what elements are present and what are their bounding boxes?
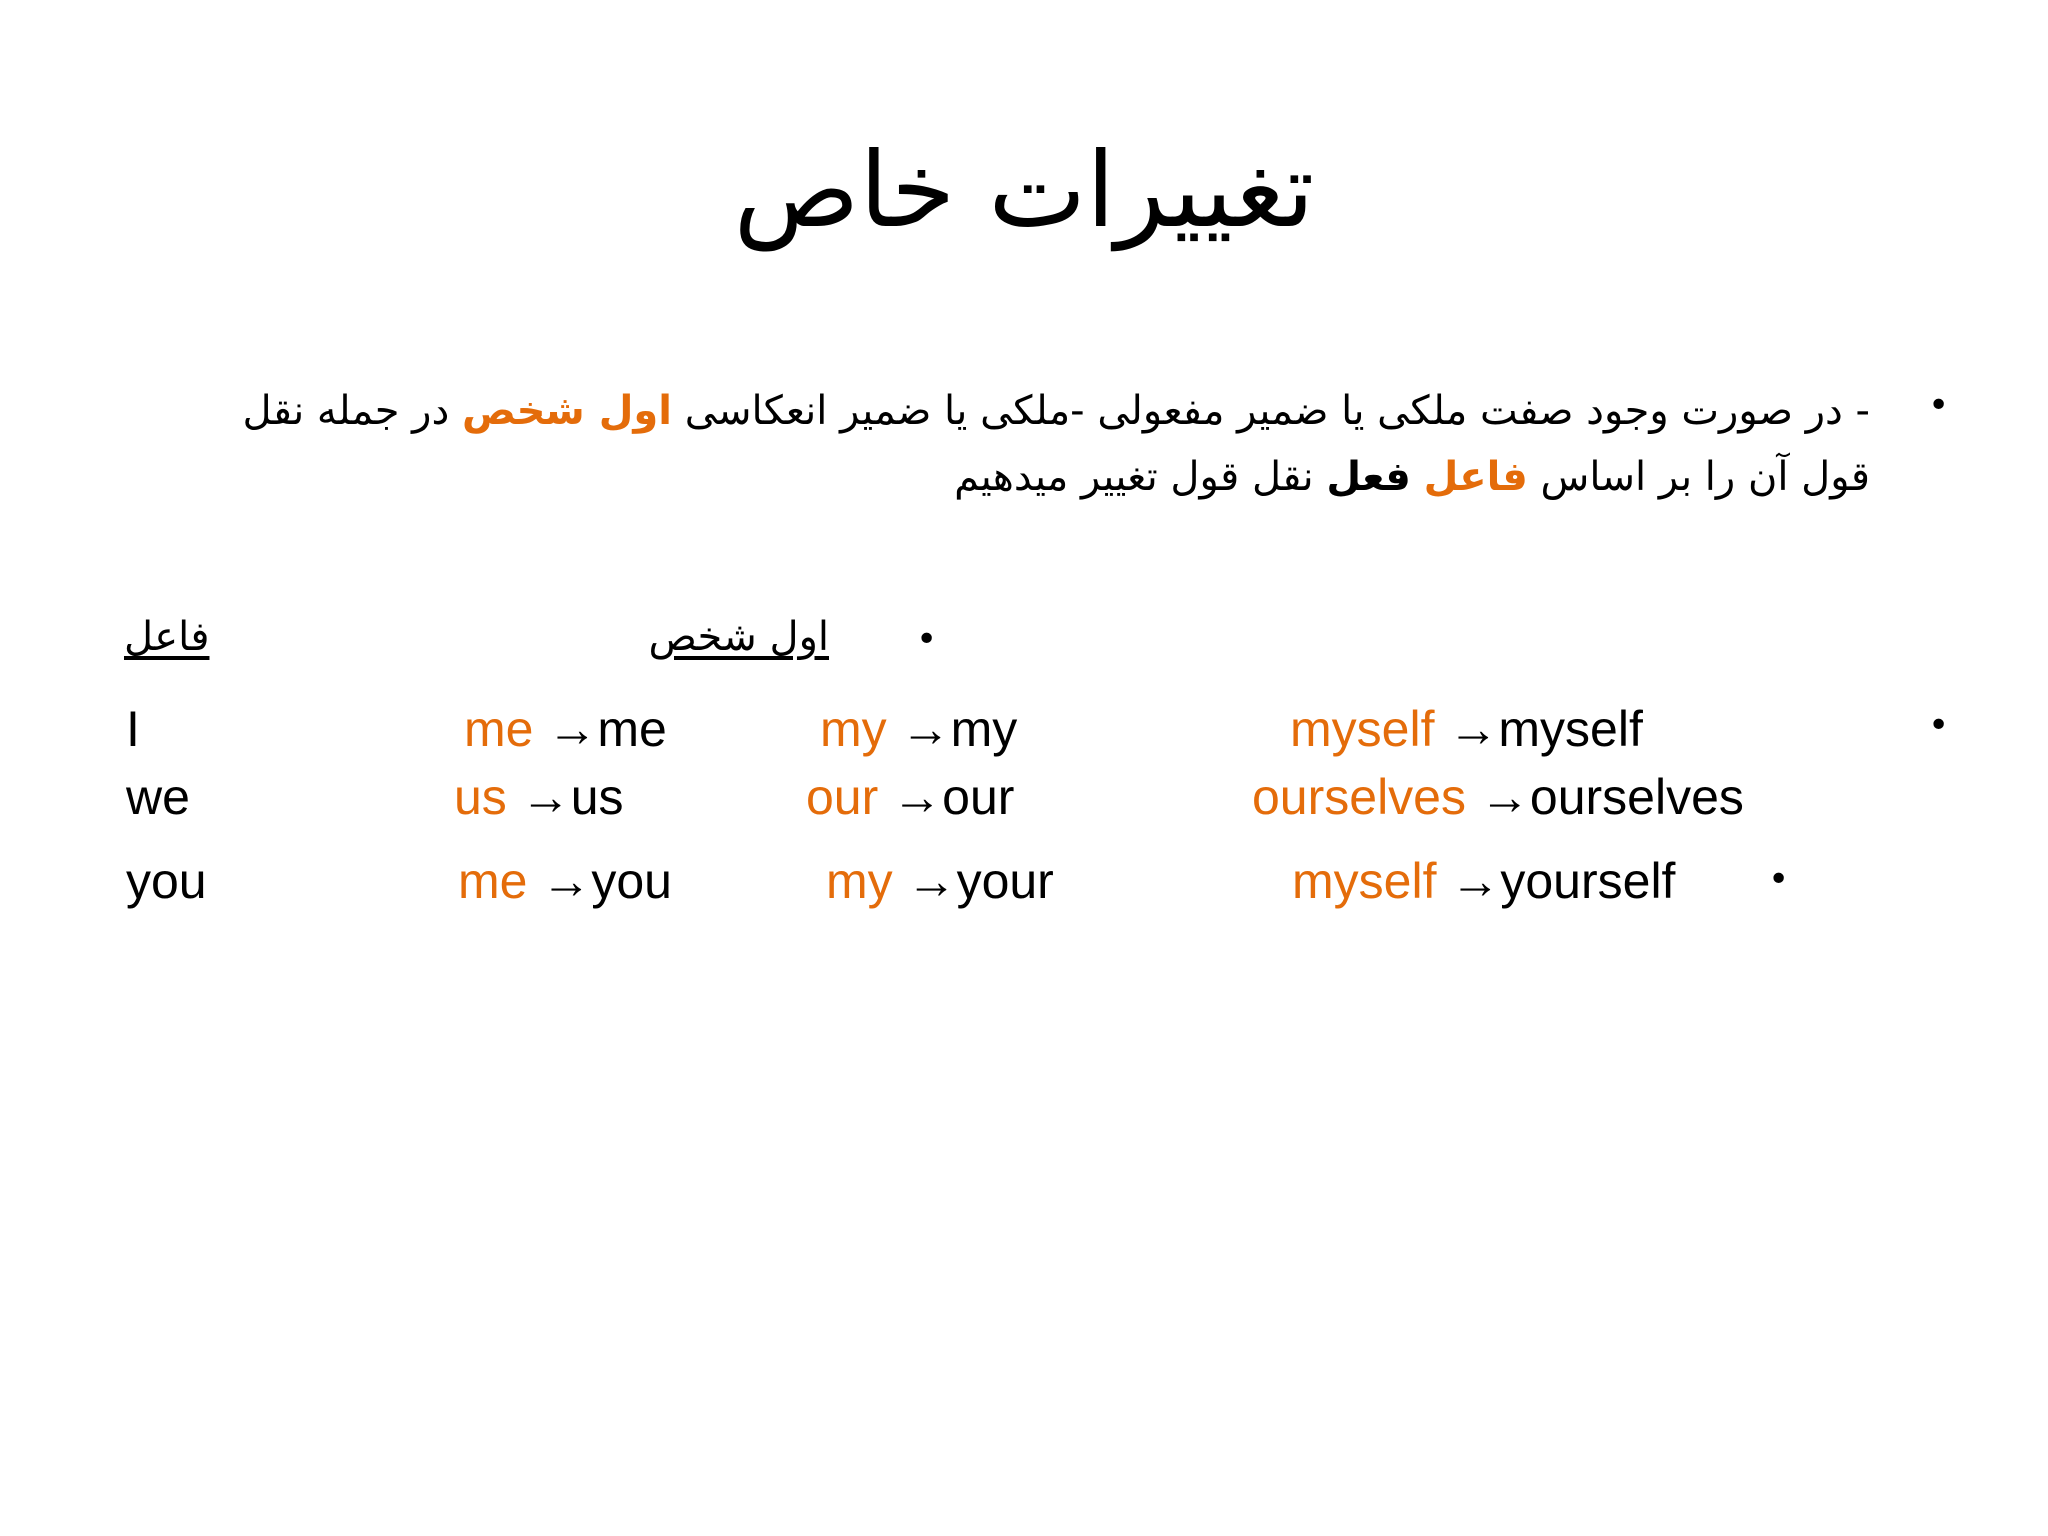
row-1-possessive: my →my	[820, 701, 1018, 757]
arrow-icon: →	[1448, 701, 1499, 757]
paragraph-highlight-subject: فاعل	[1423, 454, 1528, 500]
arrow-icon: →	[900, 701, 951, 757]
header-subject: فاعل	[124, 614, 210, 660]
bullet-3: •	[1928, 705, 1950, 746]
row-3-possessive: my →your	[826, 853, 1054, 909]
row-3-object: me →you	[458, 853, 672, 909]
arrow-icon: →	[892, 769, 943, 825]
row-2-subject: we	[126, 769, 190, 825]
paragraph-highlight-first-person: اول شخص	[462, 388, 672, 434]
rule-paragraph	[170, 378, 1870, 510]
row-1-subject: I	[126, 701, 140, 757]
header-first-person: اول شخص	[648, 614, 829, 660]
row-1-reflexive: myself →myself	[1290, 701, 1643, 757]
row-2-possessive: our →our	[806, 769, 1015, 825]
slide-title: تغییرات خاص	[733, 129, 1315, 251]
bullet-4: •	[1768, 859, 1790, 900]
row-2-object: us →us	[454, 769, 624, 825]
paragraph-text-2: در جمله نقل قول آن را بر اساس	[242, 388, 1870, 500]
bullet-2: •	[916, 619, 938, 660]
arrow-icon: →	[906, 853, 957, 909]
arrow-icon: →	[541, 853, 592, 909]
bullet-1: •	[1928, 385, 1950, 426]
arrow-icon: →	[1450, 853, 1501, 909]
row-1-object: me →me	[464, 701, 667, 757]
row-2-reflexive: ourselves →ourselves	[1252, 769, 1744, 825]
arrow-icon: →	[1479, 769, 1530, 825]
row-3-reflexive: myself →yourself	[1292, 853, 1676, 909]
arrow-icon: →	[547, 701, 598, 757]
paragraph-text-3: نقل قول تغییر میدهیم	[954, 454, 1327, 500]
arrow-icon: →	[520, 769, 571, 825]
paragraph-bold-verb: فعل	[1326, 454, 1411, 500]
paragraph-text-1: - در صورت وجود صفت ملکی یا ضمیر مفعولی -ملکی یا ضمیر انعکاسی	[671, 388, 1870, 434]
row-3-subject: you	[126, 853, 207, 909]
